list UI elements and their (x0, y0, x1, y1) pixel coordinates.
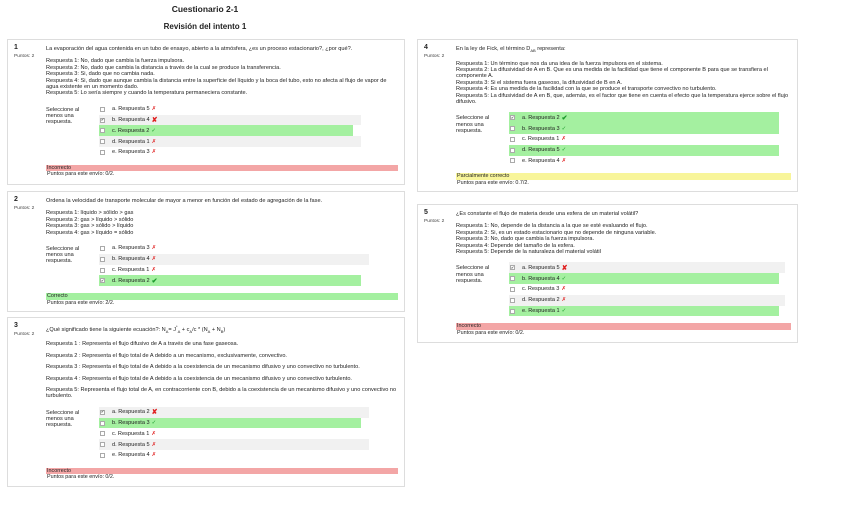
checkbox[interactable] (510, 126, 515, 131)
question-prompt: ¿Qué significado tiene la siguiente ecuación?: $N_A= J^*_A + c_A/c * (N_A + N_B)$ (46, 324, 226, 334)
option-label: b. Respuesta 4 (112, 256, 150, 263)
cross-icon: ✗ (151, 430, 157, 437)
option-label: d. Respuesta 5 (522, 147, 560, 154)
question-text (456, 46, 791, 105)
cross-icon: ✗ (561, 286, 567, 293)
answer-option[interactable] (509, 123, 779, 134)
answer-area (46, 104, 398, 158)
answer-line: Respuesta 3 : Representa el flujo total de A debido a la coexistencia de un mecanismo difusivo y uno convectivo no turbulento. (46, 364, 360, 371)
checkbox[interactable] (100, 442, 105, 447)
question-4 (417, 39, 798, 192)
checkbox[interactable] (100, 257, 105, 262)
answer-options (99, 243, 369, 286)
score-line: Puntos para este envío: 0/2. (457, 329, 525, 336)
option-label: d. Respuesta 5 (112, 441, 150, 448)
answer-area (46, 243, 398, 286)
checkbox[interactable] (100, 246, 105, 251)
option-label: a. Respuesta 2 (112, 409, 150, 416)
answer-line: Respuesta 4: Si, dado que aunque cambia la distancia entre la superficie del líquido y la boca del tubo, esto no afecta al flujo de vapor de agua existente en un momento dado. (46, 77, 387, 91)
score-line: Puntos para este envío: 0/2. (47, 171, 115, 178)
feedback-bar: Incorrecto (46, 468, 398, 475)
answer-options (509, 112, 785, 166)
option-label: e. Respuesta 4 (522, 157, 560, 164)
option-label: d. Respuesta 2 (112, 277, 150, 284)
checkbox-checked-icon[interactable]: ✔ (510, 114, 515, 120)
cross-icon: ✗ (151, 441, 157, 448)
option-label: c. Respuesta 1 (112, 267, 150, 274)
cross-icon: ✗ (151, 138, 157, 145)
answer-area (456, 262, 791, 316)
select-instruction: Seleccione al menos una respuesta. (46, 106, 80, 126)
answer-line: Respuesta 3: Si el sistema fuera gaseoso, la difusividad de B en A. (456, 79, 623, 86)
select-instruction: Seleccione al menos una respuesta. (456, 115, 490, 134)
checkbox[interactable] (100, 107, 105, 112)
feedback-bar: Parcialmente correcto (456, 173, 791, 180)
answer-option[interactable] (99, 275, 361, 286)
answer-line: Respuesta 5: La difusividad de A en B, que, además, es el factor que tiene en cuenta el efecto que la temperatura ejerce sobre el flujo difusivo. (456, 92, 789, 105)
answer-option[interactable] (509, 112, 779, 123)
answer-option[interactable] (509, 295, 785, 306)
cross-icon: ✗ (561, 136, 567, 143)
cross-icon: ✗ (151, 149, 157, 156)
option-label: e. Respuesta 1 (522, 308, 560, 315)
select-instruction: Seleccione al menos una respuesta. (456, 265, 490, 284)
answer-option[interactable] (509, 156, 785, 167)
option-label: a. Respuesta 2 (522, 114, 560, 121)
cross-icon: ✘ (151, 117, 158, 125)
answer-option[interactable] (99, 147, 361, 158)
option-label: d. Respuesta 2 (522, 297, 560, 304)
question-prompt: ¿Es constante el flujo de materia desde una esfera de un material volátil? (456, 211, 639, 217)
question-text (46, 324, 398, 400)
cross-icon: ✗ (151, 256, 157, 263)
answer-line: Respuesta 1: No, dado que cambia la fuerza impulsora. (46, 58, 185, 65)
answer-option[interactable] (99, 265, 369, 276)
answer-options (99, 104, 361, 158)
feedback-bar: Incorrecto (456, 323, 791, 330)
question-points: Puntos: 2 (424, 54, 445, 59)
question-text (46, 198, 398, 236)
score-line: Puntos para este envío: 2/2. (47, 299, 115, 306)
checkbox[interactable] (510, 148, 515, 153)
checkbox[interactable] (100, 453, 105, 458)
checkbox[interactable] (100, 128, 105, 133)
page-header (0, 3, 410, 33)
answer-line: Respuesta 1: No, depende de la distancia a la que se esté evaluando el flujo. (456, 223, 648, 230)
question-points: Puntos: 2 (14, 332, 35, 337)
option-label: a. Respuesta 5 (112, 106, 150, 113)
check-icon: ✔ (561, 114, 568, 122)
answer-line: Respuesta 1 : Representa el flujo difusivo de A a través de una fase gaseosa. (46, 341, 239, 348)
answer-area (46, 407, 398, 461)
question-number: 5 (424, 209, 428, 216)
answer-option[interactable] (509, 306, 779, 317)
question-points: Puntos: 2 (14, 206, 35, 211)
select-instruction: Seleccione al menos una respuesta. (46, 246, 80, 265)
answer-option[interactable] (509, 134, 785, 145)
cross-icon: ✗ (151, 245, 157, 252)
checkbox[interactable] (100, 431, 105, 436)
answer-option[interactable] (509, 284, 785, 295)
option-label: d. Respuesta 1 (112, 138, 150, 145)
question-text (46, 46, 398, 97)
question-prompt: Ordena la velocidad de transporte molecular de mayor a menor en función del estado de agregación de la fase. (46, 198, 323, 204)
answer-line: Respuesta 2: No, dado que cambia la distancia a través de la cual se produce la transferencia. (46, 64, 281, 71)
answer-option[interactable] (509, 262, 785, 273)
answer-line: Respuesta 4: Es una medida de la facilidad con la que se produce el transporte convectivo no turbulento. (456, 86, 717, 93)
checkbox-checked-icon[interactable]: ✔ (100, 277, 105, 283)
answer-line: Respuesta 5: Representa el flujo total de A, en contracorriente con B, debido a la coexistencia de un mecanismo difusivo y uno convectivo no turbulento. (46, 387, 397, 400)
checkbox[interactable] (510, 309, 515, 314)
answer-line: Respuesta 2: Si, es un estado estacionario que no depende de ninguna variable. (456, 229, 657, 236)
checkbox[interactable] (510, 298, 515, 303)
checkbox[interactable] (510, 158, 515, 163)
check-icon: ✓ (561, 308, 567, 315)
answer-option[interactable] (99, 418, 361, 429)
answer-option[interactable] (99, 104, 361, 115)
check-icon: ✓ (151, 127, 157, 134)
checkbox-checked-icon[interactable]: ✔ (510, 264, 515, 270)
option-label: a. Respuesta 3 (112, 245, 150, 252)
answer-option[interactable] (99, 407, 369, 418)
question-1 (7, 39, 405, 185)
option-label: c. Respuesta 3 (522, 286, 560, 293)
answer-option[interactable] (99, 125, 353, 136)
question-prompt: En la ley de Fick, el término $D_{AB}$ representa: (456, 46, 566, 54)
question-number: 4 (424, 44, 428, 51)
answer-option[interactable] (99, 439, 369, 450)
option-label: c. Respuesta 2 (112, 127, 150, 134)
feedback-bar: Incorrecto (46, 165, 398, 172)
question-5 (417, 204, 798, 343)
answer-options (509, 262, 785, 316)
checkbox[interactable] (100, 268, 105, 273)
answer-line: Respuesta 2: gas > líquido > sólido (46, 216, 134, 223)
page-subtitle: Revisión del intento 1 (163, 22, 247, 31)
cross-icon: ✗ (151, 106, 157, 113)
check-icon: ✓ (151, 420, 157, 426)
answer-line: Respuesta 4 : Representa el flujo total de A debido a la coexistencia de un mecanismo difusivo y uno convectivo turbulento. (46, 375, 352, 382)
check-icon: ✔ (151, 277, 158, 285)
answer-line: Respuesta 5: Depende de la naturaleza del material volátil (456, 249, 601, 256)
score-line: Puntos para este envío: 0.7/2. (457, 179, 529, 186)
option-label: e. Respuesta 4 (112, 452, 150, 459)
answer-line: Respuesta 2 : Representa el flujo total de A debido a un mecanismo, exclusivamente, convectivo. (46, 352, 287, 359)
cross-icon: ✗ (561, 297, 567, 304)
question-number: 1 (14, 44, 18, 51)
answer-line: Respuesta 4: Depende del tamaño de la esfera. (456, 242, 575, 249)
question-prompt: La evaporación del agua contenida en un tubo de ensayo, abierto a la atmósfera, ¿es un proceso estacionario?, ¿por qué?. (46, 46, 353, 52)
answer-line: Respuesta 2: La difusividad de A en B. Que es una medida de la facilidad que tiene el componente B para que se transfiera el componente A. (456, 66, 768, 80)
option-label: c. Respuesta 1 (522, 136, 560, 143)
answer-line: Respuesta 3: Si, dado que no cambia nada. (46, 71, 155, 78)
answer-line: Respuesta 3: No, dado que cambia la fuerza impulsora. (456, 236, 595, 243)
cross-icon: ✗ (561, 157, 567, 164)
answer-line: Respuesta 3: gas > sólido > líquido (46, 223, 134, 230)
cross-icon: ✘ (561, 264, 568, 272)
feedback-bar: Correcto (46, 293, 398, 300)
answer-option[interactable] (99, 254, 369, 265)
question-text (456, 211, 791, 255)
cross-icon: ✗ (151, 452, 157, 459)
option-label: b. Respuesta 4 (522, 275, 560, 282)
checkbox[interactable] (100, 139, 105, 144)
answer-option[interactable] (99, 115, 361, 126)
checkbox[interactable] (100, 421, 105, 426)
answer-option[interactable] (99, 450, 369, 461)
checkbox[interactable] (100, 150, 105, 155)
option-label: a. Respuesta 5 (522, 264, 560, 271)
score-line: Puntos para este envío: 0/2. (47, 474, 115, 481)
answer-option[interactable] (99, 428, 369, 439)
page-title: Cuestionario 2-1 (171, 4, 239, 14)
answer-option[interactable] (99, 243, 369, 254)
checkbox-checked-icon[interactable]: ✔ (100, 409, 105, 415)
answer-option[interactable] (509, 273, 779, 284)
answer-line: Respuesta 1: líquido > sólido > gas (46, 210, 134, 217)
answer-option[interactable] (99, 136, 361, 147)
answer-options (99, 407, 369, 461)
answer-option[interactable] (509, 145, 779, 156)
question-number: 3 (14, 322, 18, 329)
checkbox[interactable] (510, 137, 515, 142)
checkbox-checked-icon[interactable]: ✔ (100, 117, 105, 123)
answer-line: Respuesta 5: Lo sería siempre y cuando la temperatura permaneciera constante. (46, 90, 248, 97)
option-label: c. Respuesta 1 (112, 430, 150, 437)
option-label: b. Respuesta 3 (112, 420, 150, 426)
cross-icon: ✘ (151, 409, 158, 417)
check-icon: ✓ (561, 275, 567, 282)
select-instruction: Seleccione al menos una respuesta. (46, 409, 80, 429)
option-label: e. Respuesta 3 (112, 149, 150, 156)
answer-line: Respuesta 1: Un término que nos da una idea de la fuerza impulsora en el sistema. (456, 60, 663, 67)
question-3 (7, 317, 405, 487)
question-2 (7, 191, 405, 312)
check-icon: ✓ (561, 147, 567, 154)
question-points: Puntos: 2 (14, 54, 35, 59)
question-number: 2 (14, 196, 18, 203)
option-label: b. Respuesta 3 (522, 125, 560, 132)
checkbox[interactable] (510, 276, 515, 281)
answer-area (456, 112, 791, 166)
checkbox[interactable] (510, 287, 515, 292)
cross-icon: ✗ (151, 267, 157, 274)
answer-line: Respuesta 4: gas > líquido = sólido (46, 229, 134, 236)
question-points: Puntos: 2 (424, 219, 445, 224)
option-label: b. Respuesta 4 (112, 117, 150, 124)
check-icon: ✓ (561, 125, 567, 132)
